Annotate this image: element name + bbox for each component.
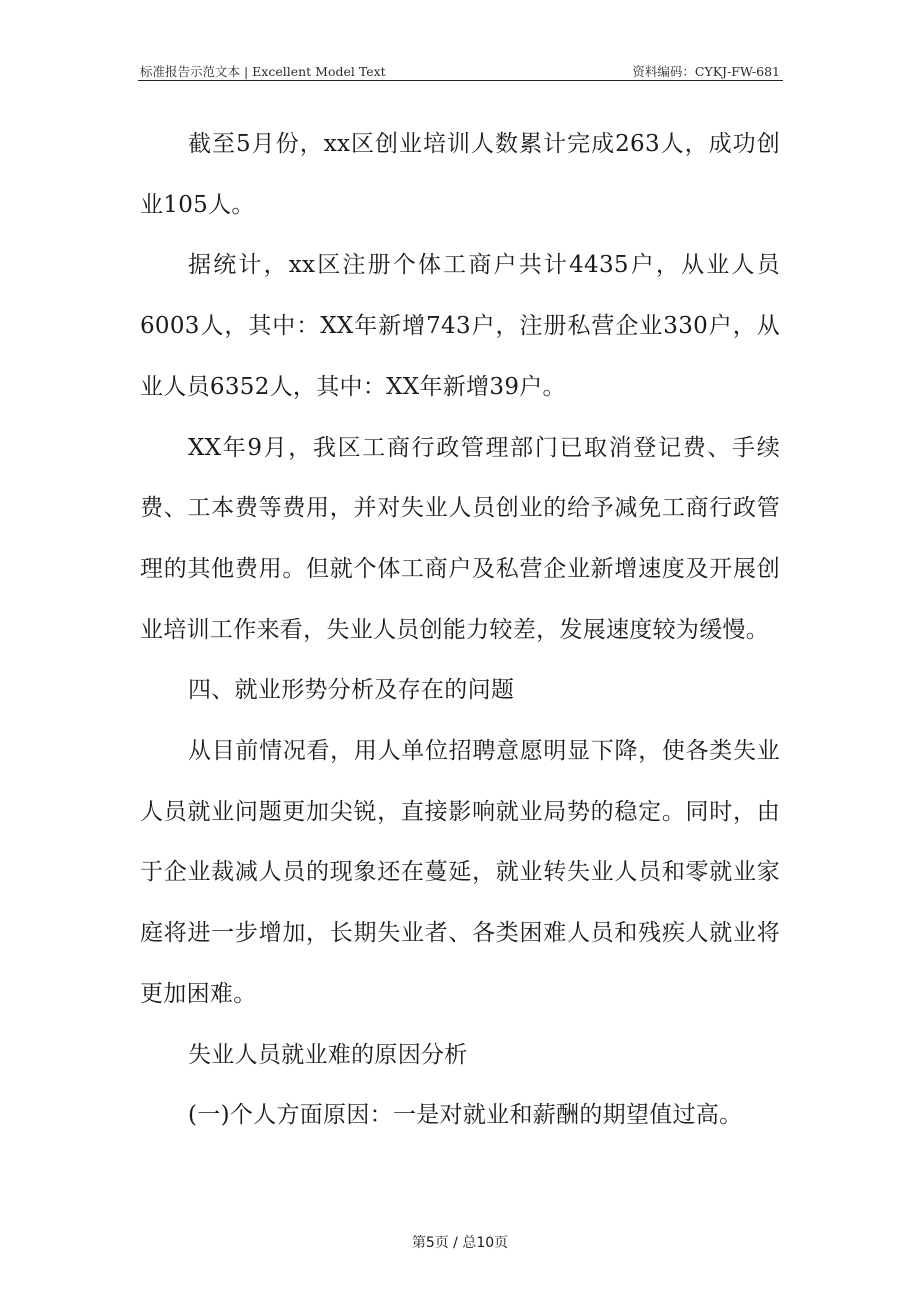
- paragraph: (一)个人方面原因：一是对就业和薪酬的期望值过高。: [188, 1102, 743, 1129]
- page-header: [140, 62, 780, 80]
- header-title: 标准报告示范文本 | Excellent Model Text: [140, 64, 386, 79]
- paragraph: 据统计，xx区注册个体工商户共计4435户，从业人员6003人，其中：XX年新增743户，注册私营企业330户，从业人员6352人，其中：XX年新增39户。: [140, 252, 780, 400]
- page-number: 第5页 / 总10页: [411, 1235, 509, 1251]
- paragraph: 截至5月份，xx区创业培训人数累计完成263人，成功创业105人。: [140, 131, 780, 218]
- section-heading: 四、就业形势分析及存在的问题: [188, 677, 515, 704]
- document-code: 资料编码：CYKJ-FW-681: [632, 64, 780, 79]
- document-body: [140, 114, 780, 1146]
- paragraph: XX年9月，我区工商行政管理部门已取消登记费、手续费、工本费等费用，并对失业人员创业的给予减免工商行政管理的其他费用。但就个体工商户及私营企业新增速度及开展创业培训工作来看，失业人员创能力较差，发展速度较为缓慢。: [140, 434, 780, 643]
- paragraph: 从目前情况看，用人单位招聘意愿明显下降，使各类失业人员就业问题更加尖锐，直接影响就业局势的稳定。同时，由于企业裁减人员的现象还在蔓延，就业转失业人员和零就业家庭将进一步增加，长期失业者、各类困难人员和残疾人就业将更加困难。: [140, 738, 780, 1007]
- subsection-heading: 失业人员就业难的原因分析: [188, 1041, 468, 1068]
- header-divider: [138, 80, 783, 81]
